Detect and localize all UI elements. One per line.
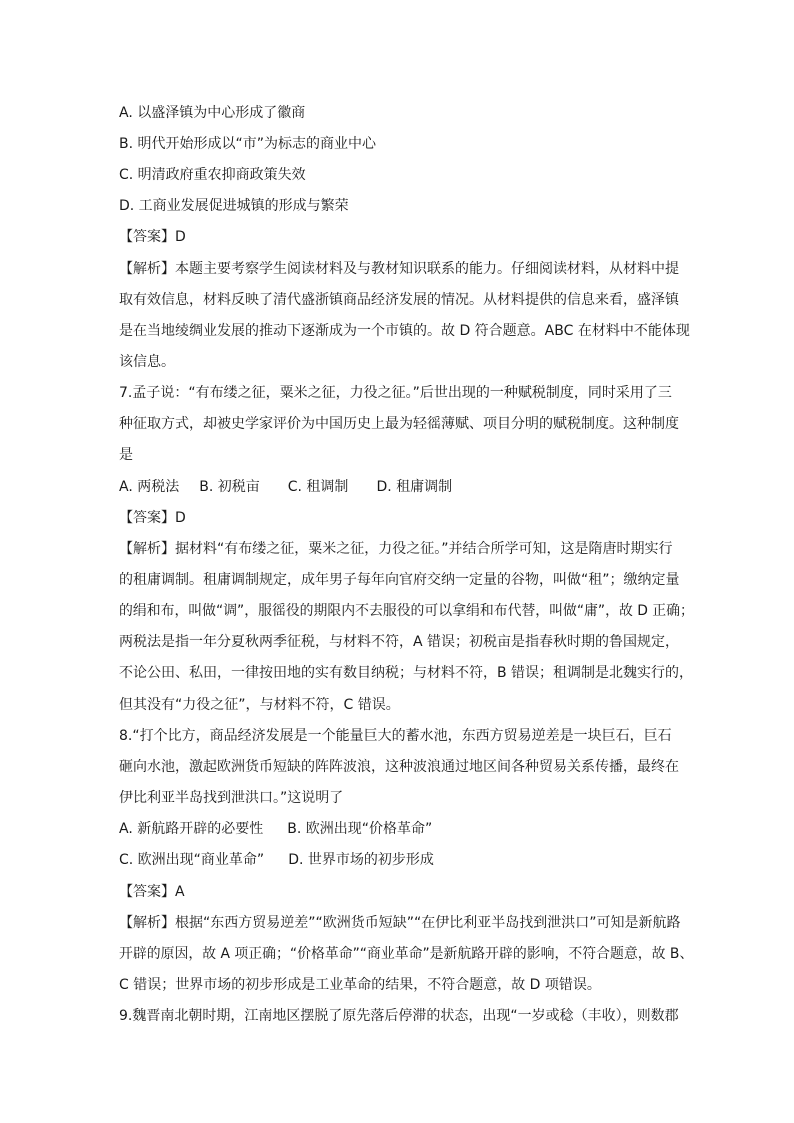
- q6-analysis-line: 取有效信息，材料反映了清代盛浙镇商品经济发展的情况。从材料提供的信息来看，盛泽镇: [119, 292, 679, 308]
- q8-analysis-line: 【解析】根据“东西方贸易逆差”“欧洲货币短缺”“在伊比利亚半岛找到泄洪口”可知是新航路: [119, 915, 681, 931]
- q6-option-d: D. 工商业发展促进城镇的形成与繁荣: [119, 198, 349, 214]
- q6-analysis-line: 【解析】本题主要考察学生阅读材料及与教材知识联系的能力。仔细阅读材料，从材料中提: [119, 261, 679, 277]
- q8-stem-line: 8.“打个比方，商品经济发展是一个能量巨大的蓄水池，东西方贸易逆差是一块巨石，巨石: [119, 728, 672, 744]
- q8-stem-line: 伊比利亚半岛找到泄洪口。”这说明了: [119, 790, 344, 806]
- q7-stem-line: 是: [119, 447, 133, 463]
- q8-answer: 【答案】A: [119, 884, 185, 900]
- q8-options-row: [119, 820, 679, 838]
- q7-options: [119, 478, 679, 496]
- q6-option-a: A. 以盛泽镇为中心形成了徽商: [119, 105, 306, 121]
- q6-answer: 【答案】D: [119, 229, 186, 245]
- q7-option-a: A. 两税法: [119, 479, 180, 495]
- q6-analysis-line: 该信息。: [119, 354, 175, 370]
- q6-analysis-line: 是在当地绫绸业发展的推动下逐渐成为一个市镇的。故 D 符合题意。ABC 在材料中不能体现: [119, 323, 690, 339]
- q8-option-b: B. 欧洲出现“价格革命”: [287, 821, 433, 837]
- q7-option-b: B. 初税亩: [199, 479, 260, 495]
- q8-analysis-line: 开辟的原因，故 A 项正确；“价格革命”“商业革命”是新航路开辟的影响，不符合题意，故 B、: [119, 946, 694, 962]
- q6-option-c: C. 明清政府重农抑商政策失效: [119, 167, 306, 183]
- q8-options-row: [119, 851, 679, 869]
- q9-stem-line: 9.魏晋南北朝时期，江南地区摆脱了原先落后停滞的状态，出现“一岁或稔（丰收），则数郡: [119, 1008, 679, 1024]
- q8-analysis-line: C 错误；世界市场的初步形成是工业革命的结果，不符合题意，故 D 项错误。: [119, 977, 601, 993]
- q8-option-d: D. 世界市场的初步形成: [288, 852, 434, 868]
- q7-answer: 【答案】D: [119, 510, 186, 526]
- q7-stem-line: 种征取方式，却被史学家评价为中国历史上最为轻徭薄赋、项目分明的赋税制度。这种制度: [119, 416, 679, 432]
- q6-option-b: B. 明代开始形成以“市”为标志的商业中心: [119, 136, 377, 152]
- q7-analysis-line: 但其没有“力役之征”，与材料不符，C 错误。: [119, 697, 400, 713]
- q7-analysis-line: 【解析】据材料“有布缕之征，粟米之征，力役之征。”并结合所学可知，这是隋唐时期实行: [119, 541, 673, 557]
- q7-analysis-line: 的租庸调制。租庸调制规定，成年男子每年向官府交纳一定量的谷物，叫做“租”；缴纳定量: [119, 572, 680, 588]
- q7-option-d: D. 租庸调制: [376, 479, 453, 495]
- q7-stem-line: 7.孟子说：“有布缕之征，粟米之征，力役之征。”后世出现的一种赋税制度，同时采用了三: [119, 385, 672, 401]
- q8-option-a: A. 新航路开辟的必要性: [119, 821, 264, 837]
- q7-analysis-line: 不论公田、私田，一律按田地的实有数目纳税；与材料不符，B 错误；租调制是北魏实行的，: [119, 665, 694, 681]
- q7-analysis-line: 的绢和布，叫做“调”，服徭役的期限内不去服役的可以拿绢和布代替，叫做“庸”，故 D 正确；: [119, 603, 694, 619]
- q7-option-c: C. 租调制: [287, 479, 349, 495]
- q8-option-c: C. 欧洲出现“商业革命”: [119, 852, 265, 868]
- q8-stem-line: 砸向水池，激起欧洲货币短缺的阵阵波浪，这种波浪通过地区间各种贸易关系传播，最终在: [119, 759, 679, 775]
- q7-analysis-line: 两税法是指一年分夏秋两季征税，与材料不符，A 错误；初税亩是指春秋时期的鲁国规定，: [119, 634, 680, 650]
